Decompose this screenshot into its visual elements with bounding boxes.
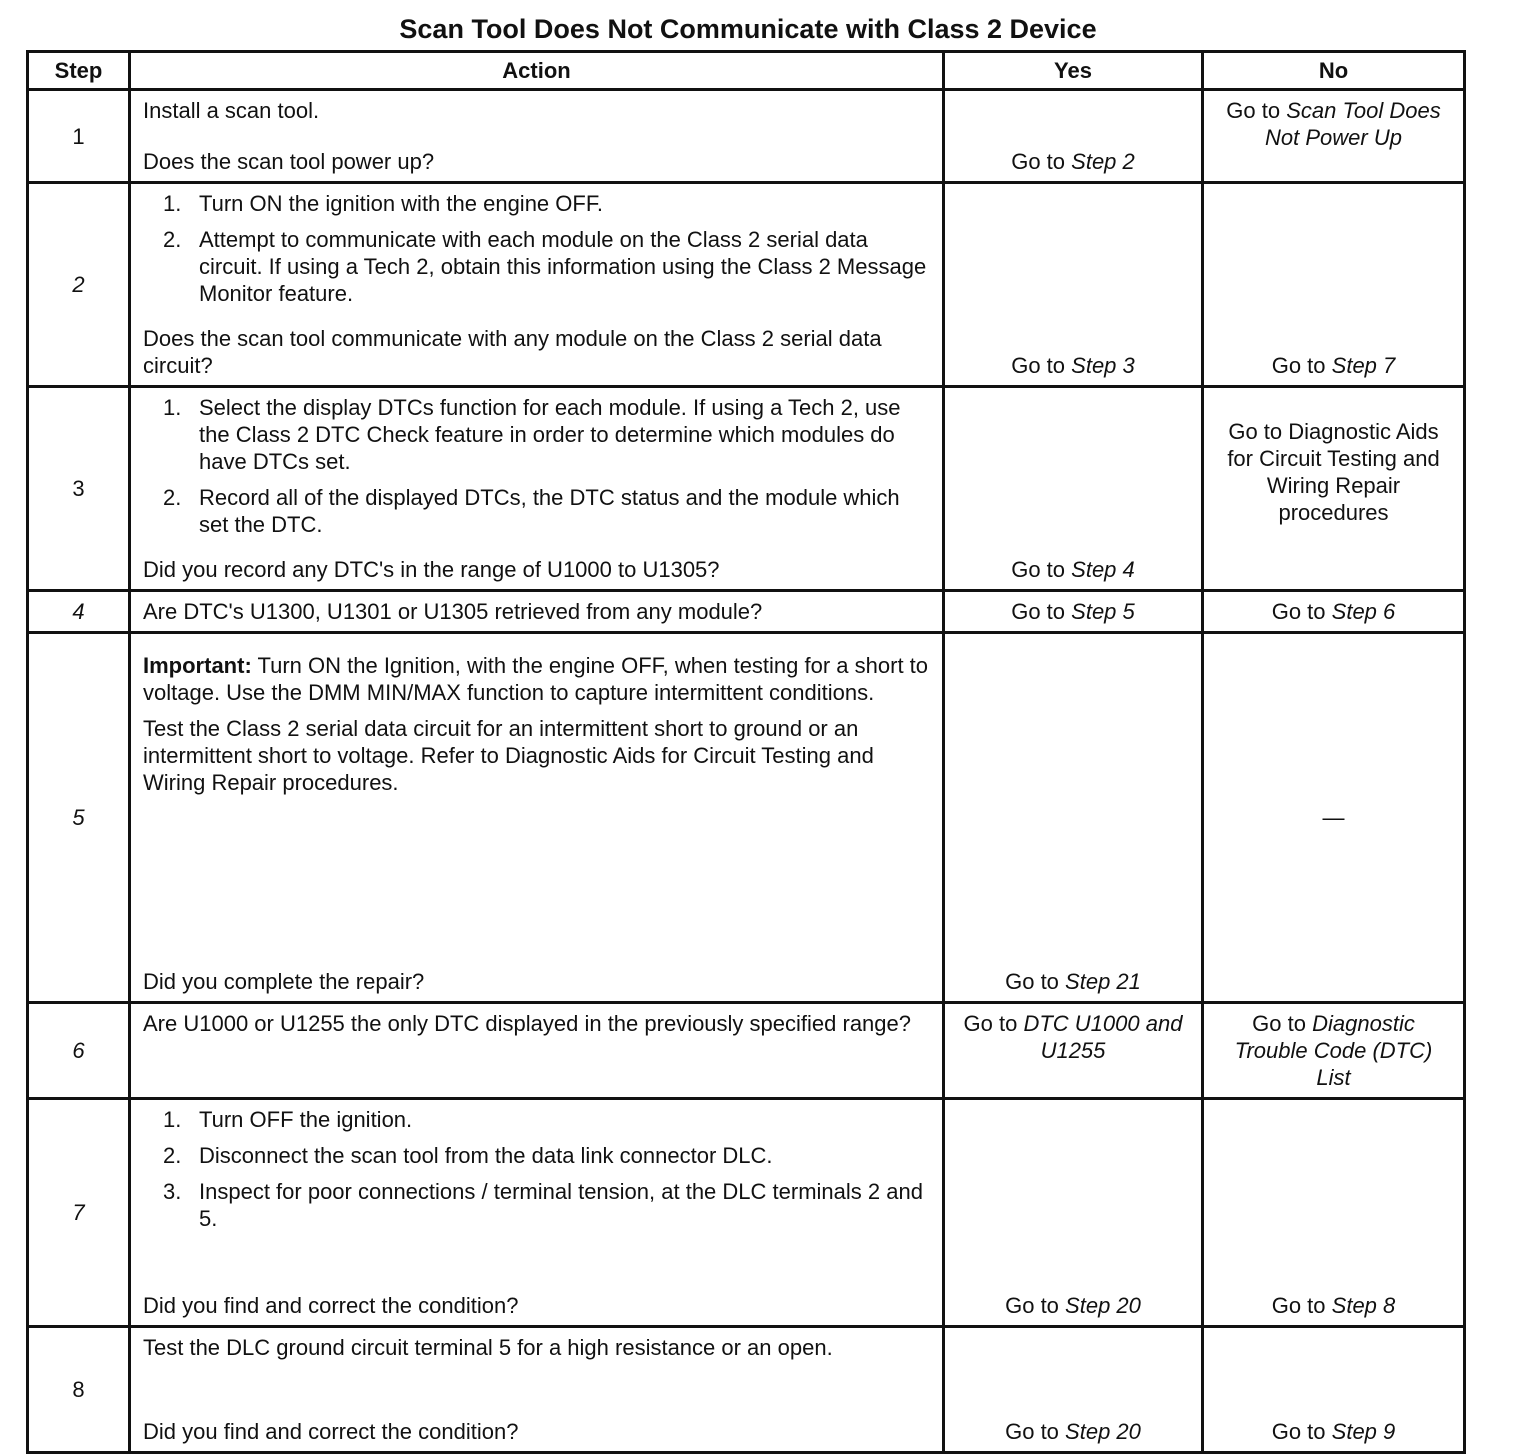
step-number: 2 xyxy=(72,272,85,297)
yes-prefix: Go to xyxy=(1005,1419,1059,1444)
no-result xyxy=(1204,388,1463,589)
step-item-text: Inspect for poor connections / terminal tension, at the DLC terminals 2 and 5. xyxy=(199,1179,923,1231)
action-text: Turn ON the Ignition, with the engine OFF, when testing for a short to voltage. Use the DMM MIN/MAX function to capture intermittent conditions. xyxy=(143,653,929,705)
action-question: Are U1000 or U1255 the only DTC displayed in the previously specified range? xyxy=(143,1011,911,1036)
yes-link[interactable] xyxy=(957,352,1189,379)
step-item-number: 2. xyxy=(163,485,182,510)
action-text: Test the Class 2 serial data circuit for an intermittent short to ground or an intermittent short to voltage. Refer to Diagnostic Aids for Circuit Testing and Wiring Repair procedures. xyxy=(143,716,874,795)
action-paragraph xyxy=(143,715,930,796)
action-cell xyxy=(130,387,944,591)
step-number: 4 xyxy=(72,599,85,624)
step-item-text: Turn ON the ignition with the engine OFF. xyxy=(199,191,603,216)
yes-link[interactable] xyxy=(957,556,1189,583)
step-cell xyxy=(28,183,130,387)
yes-link[interactable] xyxy=(957,1292,1189,1319)
table-row xyxy=(28,183,1465,387)
no-prefix: Go to xyxy=(1252,1011,1306,1036)
yes-reference[interactable]: Step 2 xyxy=(1071,149,1135,174)
action-step-item xyxy=(143,1178,930,1232)
action-step-item xyxy=(143,226,930,307)
no-link[interactable] xyxy=(1216,598,1451,625)
no-link[interactable] xyxy=(1216,352,1451,379)
step-number: 5 xyxy=(72,805,85,830)
step-item-text: Turn OFF the ignition. xyxy=(199,1107,413,1132)
action-steps-list xyxy=(143,190,930,316)
yes-link[interactable] xyxy=(957,1418,1189,1445)
yes-reference[interactable]: Step 20 xyxy=(1065,1419,1141,1444)
yes-reference[interactable]: Step 21 xyxy=(1065,969,1141,994)
yes-result xyxy=(945,634,1201,1001)
header-no: No xyxy=(1203,52,1465,90)
no-reference[interactable]: Step 8 xyxy=(1331,1293,1396,1318)
yes-prefix: Go to xyxy=(1011,599,1066,624)
yes-cell xyxy=(944,1327,1203,1453)
no-prefix: Go to xyxy=(1271,1419,1326,1444)
yes-result xyxy=(945,592,1201,631)
no-cell xyxy=(1203,387,1465,591)
yes-reference[interactable]: DTC U1000 and U1255 xyxy=(1023,1011,1183,1063)
yes-link[interactable] xyxy=(957,148,1189,175)
table-row xyxy=(28,387,1465,591)
action-content xyxy=(131,1100,942,1325)
no-cell xyxy=(1203,633,1465,1003)
step-number: 6 xyxy=(72,1038,85,1063)
yes-link[interactable] xyxy=(957,968,1189,995)
no-result xyxy=(1204,184,1463,385)
action-cell xyxy=(130,591,944,633)
action-cell xyxy=(130,183,944,387)
header-yes: Yes xyxy=(944,52,1203,90)
step-cell xyxy=(28,90,130,183)
action-text: Test the DLC ground circuit terminal 5 for a high resistance or an open. xyxy=(143,1335,833,1360)
no-cell xyxy=(1203,1327,1465,1453)
no-reference[interactable]: Step 9 xyxy=(1331,1419,1396,1444)
header-action: Action xyxy=(130,52,944,90)
step-item-text: Attempt to communicate with each module on the Class 2 serial data circuit. If using a Tech 2, obtain this information using the Class 2 Message Monitor feature. xyxy=(199,227,927,306)
yes-cell xyxy=(944,633,1203,1003)
step-number: 1 xyxy=(72,123,85,149)
yes-link[interactable] xyxy=(957,598,1189,625)
yes-reference[interactable]: Step 4 xyxy=(1071,557,1135,582)
action-content xyxy=(131,91,942,181)
table-header-row xyxy=(28,52,1465,90)
action-cell xyxy=(130,1099,944,1327)
no-link[interactable] xyxy=(1216,1010,1451,1091)
step-cell xyxy=(28,387,130,591)
yes-result xyxy=(945,91,1201,181)
no-link[interactable] xyxy=(1216,97,1451,151)
step-item-number: 2. xyxy=(163,1143,182,1168)
yes-result xyxy=(945,388,1201,589)
table-row xyxy=(28,90,1465,183)
yes-result xyxy=(945,1328,1201,1451)
no-link[interactable] xyxy=(1216,804,1451,831)
action-question: Does the scan tool communicate with any module on the Class 2 serial data circuit? xyxy=(143,326,882,378)
no-link[interactable] xyxy=(1216,1292,1451,1319)
yes-reference[interactable]: Step 5 xyxy=(1071,599,1135,624)
table-row xyxy=(28,1003,1465,1099)
no-link[interactable] xyxy=(1216,1418,1451,1445)
table-row xyxy=(28,591,1465,633)
no-prefix: Go to xyxy=(1271,599,1326,624)
no-reference[interactable]: Diagnostic Trouble Code (DTC) List xyxy=(1234,1011,1433,1090)
no-result xyxy=(1204,634,1463,1001)
page-title: Scan Tool Does Not Communicate with Class 2 Device xyxy=(399,14,1097,44)
yes-prefix: Go to xyxy=(1011,149,1066,174)
action-step-item xyxy=(143,1106,930,1133)
action-question: Does the scan tool power up? xyxy=(143,149,435,174)
action-content xyxy=(131,1328,942,1451)
step-item-number: 1. xyxy=(163,191,182,216)
no-cell xyxy=(1203,90,1465,183)
yes-prefix: Go to xyxy=(963,1011,1018,1036)
yes-reference[interactable]: Step 20 xyxy=(1065,1293,1141,1318)
yes-prefix: Go to xyxy=(1005,969,1059,994)
action-cell xyxy=(130,1327,944,1453)
action-cell xyxy=(130,90,944,183)
step-item-text: Select the display DTCs function for each module. If using a Tech 2, use the Class 2 DTC Check feature in order to determine which modules do have DTCs set. xyxy=(199,395,901,474)
action-step-item xyxy=(143,1142,930,1169)
action-question: Did you find and correct the condition? xyxy=(143,1293,519,1318)
diagnostic-table xyxy=(26,50,1466,1454)
header-step: Step xyxy=(28,52,130,90)
action-text: Install a scan tool. xyxy=(143,98,320,123)
no-prefix: Go to xyxy=(1271,353,1326,378)
action-paragraph xyxy=(143,1334,930,1361)
no-result xyxy=(1204,91,1463,181)
yes-cell xyxy=(944,183,1203,387)
yes-cell xyxy=(944,90,1203,183)
action-content xyxy=(131,388,942,589)
step-cell xyxy=(28,633,130,1003)
step-number: 8 xyxy=(72,1377,85,1402)
no-prefix: Go to Diagnostic Aids for Circuit Testing and Wiring Repair procedures xyxy=(1227,419,1440,525)
no-cell xyxy=(1203,1099,1465,1327)
step-item-text: Disconnect the scan tool from the data link connector DLC. xyxy=(199,1143,773,1168)
action-cell xyxy=(130,1003,944,1099)
action-content xyxy=(131,1004,942,1097)
step-cell xyxy=(28,591,130,633)
step-cell xyxy=(28,1099,130,1327)
action-cell xyxy=(130,633,944,1003)
step-item-number: 1. xyxy=(163,1107,182,1132)
step-number: 3 xyxy=(72,476,85,501)
yes-cell xyxy=(944,1003,1203,1099)
action-steps-list xyxy=(143,394,930,547)
table-row xyxy=(28,633,1465,1003)
no-result xyxy=(1204,1100,1463,1325)
yes-cell xyxy=(944,387,1203,591)
action-step-item xyxy=(143,394,930,475)
action-step-item xyxy=(143,484,930,538)
yes-cell xyxy=(944,591,1203,633)
yes-result xyxy=(945,1100,1201,1325)
no-result xyxy=(1204,1328,1463,1451)
no-reference[interactable]: Scan Tool Does Not Power Up xyxy=(1265,98,1441,150)
yes-reference[interactable]: Step 3 xyxy=(1071,353,1135,378)
step-cell xyxy=(28,1003,130,1099)
action-content xyxy=(131,634,942,1001)
no-cell xyxy=(1203,183,1465,387)
step-cell xyxy=(28,1327,130,1453)
table-row xyxy=(28,1099,1465,1327)
action-question: Did you find and correct the condition? xyxy=(143,1419,519,1444)
no-prefix: Go to xyxy=(1226,98,1281,123)
step-item-text: Record all of the displayed DTCs, the DTC status and the module which set the DTC. xyxy=(199,485,900,537)
no-result xyxy=(1204,592,1463,631)
step-number: 7 xyxy=(72,1200,85,1225)
no-reference[interactable]: Step 7 xyxy=(1331,353,1396,378)
action-content xyxy=(131,184,942,385)
yes-cell xyxy=(944,1099,1203,1327)
no-reference[interactable]: Step 6 xyxy=(1331,599,1396,624)
yes-link[interactable] xyxy=(957,1010,1189,1064)
action-paragraph xyxy=(143,97,930,124)
table-row xyxy=(28,1327,1465,1453)
yes-prefix: Go to xyxy=(1005,1293,1059,1318)
yes-result xyxy=(945,184,1201,385)
step-item-number: 3. xyxy=(163,1179,182,1204)
action-question: Did you complete the repair? xyxy=(143,969,425,994)
yes-prefix: Go to xyxy=(1011,353,1066,378)
action-question: Are DTC's U1300, U1301 or U1305 retrieved from any module? xyxy=(143,599,763,624)
no-prefix: Go to xyxy=(1271,1293,1326,1318)
no-cell xyxy=(1203,1003,1465,1099)
action-steps-list xyxy=(143,1106,930,1241)
action-paragraph xyxy=(143,652,930,706)
yes-prefix: Go to xyxy=(1011,557,1066,582)
yes-result xyxy=(945,1004,1201,1097)
action-question: Did you record any DTC's in the range of U1000 to U1305? xyxy=(143,557,720,582)
no-link[interactable] xyxy=(1216,418,1451,526)
no-prefix: — xyxy=(1322,805,1345,830)
action-content xyxy=(131,592,942,631)
no-result xyxy=(1204,1004,1463,1097)
action-step-item xyxy=(143,190,930,217)
step-item-number: 2. xyxy=(163,227,182,252)
step-item-number: 1. xyxy=(163,395,182,420)
no-cell xyxy=(1203,591,1465,633)
important-label: Important: xyxy=(143,653,252,678)
